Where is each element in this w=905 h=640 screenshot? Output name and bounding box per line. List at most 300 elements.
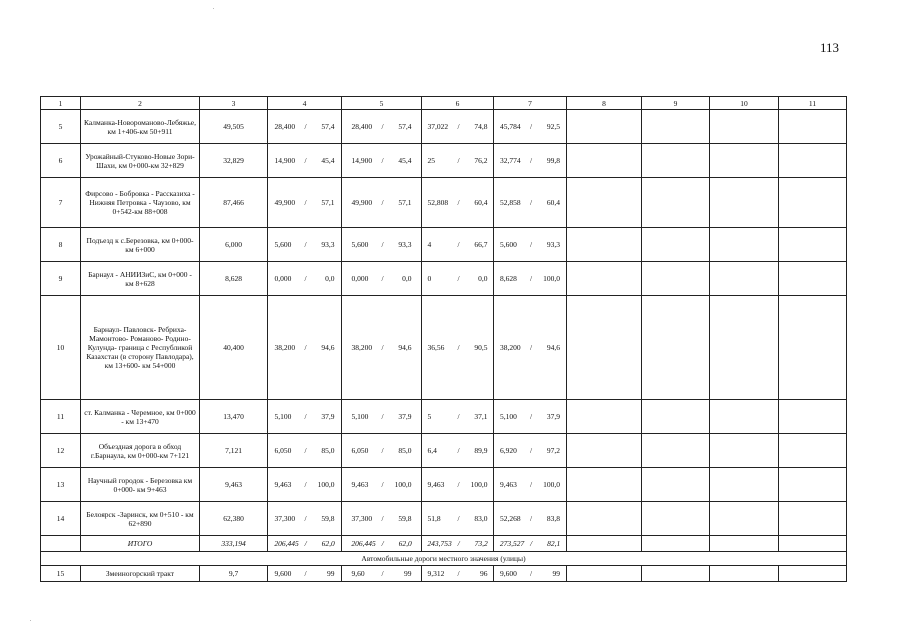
length-value: 49,900: [274, 198, 296, 207]
col7-value: [494, 468, 567, 502]
table-row: [41, 468, 847, 502]
header-cell: 7: [494, 97, 567, 110]
col6-value: [422, 178, 494, 228]
length-value: 14,900: [274, 156, 296, 165]
road-name: ст. Калманка - Черемное, км 0+000 - км 13+470: [81, 400, 200, 434]
row-number: 13: [41, 468, 81, 502]
road-length: 62,380: [200, 502, 268, 536]
col5-value: [342, 110, 422, 144]
slash-separator: /: [304, 539, 307, 548]
slash-separator: /: [304, 274, 307, 283]
empty-cell-col11: [779, 400, 847, 434]
slash-separator: /: [529, 274, 533, 283]
percent-value: 62,0: [321, 539, 335, 548]
road-length: 6,000: [200, 228, 268, 262]
slash-separator: /: [381, 274, 384, 283]
section-row: [41, 552, 847, 566]
slash-separator: /: [457, 446, 460, 455]
length-value: 9,463: [427, 480, 445, 489]
col4-value: [268, 468, 342, 502]
percent-value: 97,2: [546, 446, 560, 455]
slash-separator: /: [304, 446, 307, 455]
slash-separator: /: [381, 156, 384, 165]
length-value: 38,200: [500, 343, 521, 352]
slash-separator: /: [530, 539, 533, 548]
length-value: 243,753: [427, 539, 452, 548]
length-value: 51,8: [427, 514, 441, 523]
length-value: 6,4: [427, 446, 437, 455]
road-length: 7,121: [200, 434, 268, 468]
length-value: 5: [427, 412, 432, 421]
slash-separator: /: [304, 122, 307, 131]
total-col4: [268, 536, 342, 552]
empty-cell-col10: [710, 178, 779, 228]
col4-value: [268, 296, 342, 400]
empty-cell-col11: [779, 434, 847, 468]
col7-value: [494, 566, 567, 582]
percent-value: 59,8: [321, 514, 335, 523]
col4-value: [268, 110, 342, 144]
percent-value: 82,1: [547, 539, 561, 548]
percent-value: 93,3: [546, 240, 560, 249]
road-name: Фирсово - Бобровка - Рассказиха - Нижняя Петровка - Чаузово, км 0+542-км 88+008: [81, 178, 200, 228]
empty-cell-col8: [567, 110, 642, 144]
slash-separator: /: [381, 198, 384, 207]
length-value: 9,60: [351, 569, 365, 578]
road-name: Урожайный-Стуково-Новые Зори-Шахи, км 0+000-км 32+829: [81, 144, 200, 178]
road-length: 8,628: [200, 262, 268, 296]
col4-value: [268, 228, 342, 262]
col7-value: [494, 110, 567, 144]
empty-cell-col9: [642, 178, 710, 228]
length-value: 5,100: [274, 412, 292, 421]
percent-value: 59,8: [398, 514, 412, 523]
slash-separator: /: [457, 240, 460, 249]
length-value: 38,200: [351, 343, 373, 352]
length-value: 38,200: [274, 343, 296, 352]
empty-cell-col9: [642, 228, 710, 262]
slash-separator: /: [381, 514, 384, 523]
slash-separator: /: [529, 240, 533, 249]
col7-value: [494, 228, 567, 262]
percent-value: 100,0: [317, 480, 335, 489]
percent-value: 37,9: [398, 412, 412, 421]
col5-value: [342, 296, 422, 400]
length-value: 206,445: [351, 539, 376, 548]
row-number: 12: [41, 434, 81, 468]
slash-separator: /: [457, 539, 460, 548]
road-name: Барнаул- Павловск- Ребриха-Мамонтово- Романово- Родино- Кулунда- граница с Республикой Казахстан (в сторону Павлодара), км 13+600- км 54+000: [81, 296, 200, 400]
percent-value: 73,2: [474, 539, 488, 548]
length-value: 37,022: [427, 122, 449, 131]
road-length: 9,7: [200, 566, 268, 582]
empty-cell-col8: [567, 468, 642, 502]
slash-separator: /: [381, 122, 384, 131]
road-name: Объездная дорога в обход г.Барнаула, км 0+000-км 7+121: [81, 434, 200, 468]
percent-value: 57,4: [321, 122, 335, 131]
percent-value: 100,0: [394, 480, 412, 489]
percent-value: 94,6: [321, 343, 335, 352]
row-number: 11: [41, 400, 81, 434]
header-cell: 9: [642, 97, 710, 110]
col4-value: [268, 262, 342, 296]
table-row: [41, 566, 847, 582]
length-value: 37,300: [274, 514, 296, 523]
length-value: 5,100: [500, 412, 517, 421]
empty-cell-col9: [642, 144, 710, 178]
table-row: [41, 228, 847, 262]
empty-cell-col11: [779, 178, 847, 228]
col6-value: [422, 144, 494, 178]
slash-separator: /: [304, 343, 307, 352]
col7-value: [494, 178, 567, 228]
empty-cell-col10: [710, 296, 779, 400]
empty-cell-col10: [710, 262, 779, 296]
percent-value: 85,0: [321, 446, 335, 455]
empty-cell-col11: [779, 110, 847, 144]
table-body: [41, 97, 847, 582]
empty-cell-col9: [642, 400, 710, 434]
empty-cell-col8: [567, 536, 642, 552]
percent-value: 100,0: [543, 274, 560, 283]
empty-cell-col10: [710, 536, 779, 552]
header-cell: 3: [200, 97, 268, 110]
slash-separator: /: [457, 480, 460, 489]
col4-value: [268, 400, 342, 434]
total-empty-cell: [41, 536, 81, 552]
empty-cell-col9: [642, 468, 710, 502]
percent-value: 57,4: [398, 122, 412, 131]
slash-separator: /: [457, 122, 460, 131]
percent-value: 57,1: [321, 198, 335, 207]
length-value: 28,400: [351, 122, 373, 131]
road-name: Белоярск -Заринск, км 0+510 - км 62+890: [81, 502, 200, 536]
col6-value: [422, 110, 494, 144]
col7-value: [494, 502, 567, 536]
col7-value: [494, 144, 567, 178]
percent-value: 76,2: [474, 156, 488, 165]
empty-cell-col8: [567, 296, 642, 400]
total-col7: [494, 536, 567, 552]
col5-value: [342, 400, 422, 434]
empty-cell-col9: [642, 434, 710, 468]
percent-value: 62,0: [398, 539, 412, 548]
percent-value: 45,4: [321, 156, 335, 165]
slash-separator: /: [304, 198, 307, 207]
total-col6: [422, 536, 494, 552]
header-cell: 2: [81, 97, 200, 110]
percent-value: 60,4: [474, 198, 488, 207]
empty-cell-col10: [710, 228, 779, 262]
length-value: 6,050: [274, 446, 292, 455]
percent-value: 37,9: [546, 412, 560, 421]
length-value: 14,900: [351, 156, 373, 165]
col6-value: [422, 262, 494, 296]
row-number: 6: [41, 144, 81, 178]
length-value: 4: [427, 240, 432, 249]
empty-cell-col9: [642, 502, 710, 536]
length-value: 0,000: [274, 274, 292, 283]
slash-separator: /: [529, 480, 533, 489]
empty-cell-col8: [567, 566, 642, 582]
road-length: 32,829: [200, 144, 268, 178]
slash-separator: /: [529, 446, 533, 455]
length-value: 8,628: [500, 274, 517, 283]
empty-cell-col8: [567, 178, 642, 228]
slash-separator: /: [529, 569, 533, 578]
header-cell: 1: [41, 97, 81, 110]
percent-value: 92,5: [546, 122, 560, 131]
length-value: 5,600: [500, 240, 517, 249]
length-value: 5,100: [351, 412, 369, 421]
col4-value: [268, 502, 342, 536]
row-number: 14: [41, 502, 81, 536]
slash-separator: /: [457, 514, 460, 523]
length-value: 37,300: [351, 514, 373, 523]
row-number: 8: [41, 228, 81, 262]
length-value: 52,808: [427, 198, 449, 207]
col5-value: [342, 144, 422, 178]
empty-cell-col9: [642, 110, 710, 144]
length-value: 49,900: [351, 198, 373, 207]
percent-value: 99: [404, 569, 412, 578]
col6-value: [422, 434, 494, 468]
empty-cell-col10: [710, 400, 779, 434]
col5-value: [342, 566, 422, 582]
slash-separator: /: [457, 569, 460, 578]
row-number: 7: [41, 178, 81, 228]
empty-cell-col10: [710, 566, 779, 582]
page-number: 113: [820, 40, 840, 55]
percent-value: 99,8: [546, 156, 560, 165]
road-name: Научный городок - Березовка км 0+000- км 9+463: [81, 468, 200, 502]
col6-value: [422, 228, 494, 262]
slash-separator: /: [381, 343, 384, 352]
slash-separator: /: [304, 480, 307, 489]
row-number: 10: [41, 296, 81, 400]
section-title: Автомобильные дороги местного значения (улицы): [41, 552, 847, 566]
length-value: 9,600: [274, 569, 292, 578]
col7-value: [494, 434, 567, 468]
percent-value: 90,5: [474, 343, 488, 352]
percent-value: 45,4: [398, 156, 412, 165]
length-value: 28,400: [274, 122, 296, 131]
percent-value: 66,7: [474, 240, 488, 249]
table-row: [41, 110, 847, 144]
road-length: 40,400: [200, 296, 268, 400]
slash-separator: /: [529, 156, 533, 165]
length-value: 9,463: [351, 480, 369, 489]
length-value: 0: [427, 274, 432, 283]
slash-separator: /: [381, 412, 384, 421]
empty-cell-col9: [642, 296, 710, 400]
empty-cell-col8: [567, 400, 642, 434]
roads-table: [40, 96, 847, 582]
length-value: 5,600: [351, 240, 369, 249]
header-cell: 10: [710, 97, 779, 110]
length-value: 45,784: [500, 122, 521, 131]
length-value: 9,312: [427, 569, 445, 578]
empty-cell-col11: [779, 144, 847, 178]
road-name: Подъезд к с.Березовка, км 0+000-км 6+000: [81, 228, 200, 262]
total-length: 333,194: [200, 536, 268, 552]
col4-value: [268, 178, 342, 228]
col6-value: [422, 296, 494, 400]
percent-value: 100,0: [470, 480, 488, 489]
col6-value: [422, 468, 494, 502]
slash-separator: /: [381, 240, 384, 249]
slash-separator: /: [381, 569, 384, 578]
slash-separator: /: [529, 412, 533, 421]
length-value: 206,445: [274, 539, 299, 548]
slash-separator: /: [457, 412, 460, 421]
col5-value: [342, 178, 422, 228]
empty-cell-col8: [567, 228, 642, 262]
percent-value: 89,9: [474, 446, 488, 455]
header-cell: 5: [342, 97, 422, 110]
col6-value: [422, 566, 494, 582]
table-row: [41, 502, 847, 536]
col7-value: [494, 296, 567, 400]
empty-cell-col9: [642, 566, 710, 582]
length-value: 52,268: [500, 514, 521, 523]
percent-value: 0,0: [402, 274, 412, 283]
empty-cell-col11: [779, 296, 847, 400]
length-value: 273,527: [499, 539, 525, 548]
slash-separator: /: [529, 343, 533, 352]
total-row: [41, 536, 847, 552]
empty-cell-col10: [710, 434, 779, 468]
empty-cell-col11: [779, 468, 847, 502]
header-cell: 8: [567, 97, 642, 110]
length-value: 36,56: [427, 343, 445, 352]
empty-cell-col11: [779, 228, 847, 262]
row-number: 5: [41, 110, 81, 144]
road-name: Змеиногорский тракт: [81, 566, 200, 582]
col7-value: [494, 400, 567, 434]
length-value: 5,600: [274, 240, 292, 249]
length-value: 9,463: [500, 480, 517, 489]
empty-cell-col10: [710, 502, 779, 536]
slash-separator: /: [381, 480, 384, 489]
col5-value: [342, 262, 422, 296]
length-value: 9,600: [500, 569, 517, 578]
percent-value: 37,1: [474, 412, 488, 421]
length-value: 0,000: [351, 274, 369, 283]
header-row: [41, 97, 847, 110]
slash-separator: /: [381, 446, 384, 455]
col4-value: [268, 434, 342, 468]
length-value: 6,920: [500, 446, 517, 455]
col7-value: [494, 262, 567, 296]
percent-value: 60,4: [546, 198, 560, 207]
slash-separator: /: [304, 156, 307, 165]
percent-value: 83,0: [474, 514, 488, 523]
slash-separator: /: [304, 240, 307, 249]
percent-value: 85,0: [398, 446, 412, 455]
slash-separator: /: [529, 122, 533, 131]
percent-value: 37,9: [321, 412, 335, 421]
road-length: 9,463: [200, 468, 268, 502]
empty-cell-col11: [779, 262, 847, 296]
col4-value: [268, 566, 342, 582]
road-length: 13,470: [200, 400, 268, 434]
table-row: [41, 144, 847, 178]
total-col5: [342, 536, 422, 552]
slash-separator: /: [304, 412, 307, 421]
slash-separator: /: [457, 343, 460, 352]
road-name: Барнаул - АНИИЗиС, км 0+000 - км 8+628: [81, 262, 200, 296]
percent-value: 57,1: [398, 198, 412, 207]
col6-value: [422, 400, 494, 434]
percent-value: 99: [552, 569, 560, 578]
percent-value: 83,8: [546, 514, 560, 523]
empty-cell-col9: [642, 262, 710, 296]
percent-value: 0,0: [325, 274, 335, 283]
length-value: 6,050: [351, 446, 369, 455]
empty-cell-col10: [710, 144, 779, 178]
length-value: 9,463: [274, 480, 292, 489]
col5-value: [342, 228, 422, 262]
empty-cell-col8: [567, 434, 642, 468]
slash-separator: /: [457, 198, 460, 207]
percent-value: 96: [480, 569, 488, 578]
row-number: 9: [41, 262, 81, 296]
col5-value: [342, 434, 422, 468]
road-length: 87,466: [200, 178, 268, 228]
percent-value: 93,3: [398, 240, 412, 249]
col6-value: [422, 502, 494, 536]
slash-separator: /: [304, 569, 307, 578]
percent-value: 94,6: [546, 343, 560, 352]
row-number: 15: [41, 566, 81, 582]
slash-separator: /: [529, 514, 533, 523]
empty-cell-col11: [779, 536, 847, 552]
table-row: [41, 296, 847, 400]
slash-separator: /: [304, 514, 307, 523]
table-row: [41, 178, 847, 228]
table-row: [41, 434, 847, 468]
slash-separator: /: [381, 539, 384, 548]
empty-cell-col9: [642, 536, 710, 552]
percent-value: 74,8: [474, 122, 488, 131]
slash-separator: /: [457, 274, 460, 283]
road-length: 49,505: [200, 110, 268, 144]
road-name: Калманка-Новоромановo-Лебяжье, км 1+406-км 50+911: [81, 110, 200, 144]
empty-cell-col11: [779, 502, 847, 536]
empty-cell-col8: [567, 144, 642, 178]
percent-value: 0,0: [478, 274, 488, 283]
length-value: 52,858: [500, 198, 521, 207]
empty-cell-col11: [779, 566, 847, 582]
col4-value: [268, 144, 342, 178]
percent-value: 94,6: [398, 343, 412, 352]
header-cell: 6: [422, 97, 494, 110]
table-row: [41, 262, 847, 296]
empty-cell-col10: [710, 110, 779, 144]
percent-value: 100,0: [543, 480, 560, 489]
header-cell: 11: [779, 97, 847, 110]
empty-cell-col8: [567, 262, 642, 296]
slash-separator: /: [529, 198, 533, 207]
empty-cell-col8: [567, 502, 642, 536]
slash-separator: /: [457, 156, 460, 165]
length-value: 32,774: [500, 156, 521, 165]
table-row: [41, 400, 847, 434]
header-cell: 4: [268, 97, 342, 110]
percent-value: 99: [327, 569, 335, 578]
col5-value: [342, 468, 422, 502]
